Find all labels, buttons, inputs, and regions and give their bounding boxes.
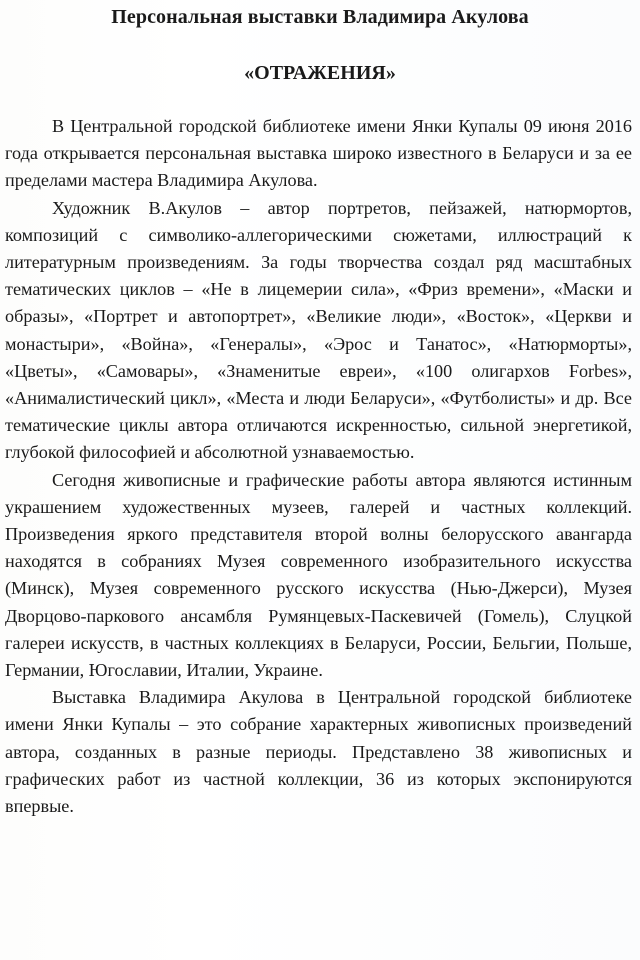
paragraph-intro: В Центральной городской библиотеке имени Янки Купалы 09 июня 2016 года открывается персональная выставка широко известного в Беларуси и за ее пределами мастера Владимира Акулова. [5,116,632,191]
paragraph-artist: Художник В.Акулов – автор портретов, пейзажей, натюрмортов, композиций с символико-аллегорическими сюжетами, иллюстраций к литературным произведениям. За годы творчества создал ряд масштабных тематических циклов – «Не в лицемерии сила», «Фриз времени», «Маски и образы», «Портрет и автопортрет», «Великие люди», «Восток», «Церкви и монастыри», «Война», «Генералы», «Эрос и Танатос», «Натюрморты», «Цветы», «Самовары», «Знаменитые евреи», «100 олигархов Forbes», «Анималистический цикл», «Места и люди Беларуси», «Футболисты» и др. Все тематические циклы автора отличаются искренностью, сильной энергетикой, глубокой философией и абсолютной узнаваемостью. [5,197,632,463]
paragraph-collections: Сегодня живописные и графические работы автора являются истинным украшением художественных музеев, галерей и частных коллекций. Произведения яркого представителя второй волны белорусского авангарда находятся в собраниях Музея современного изобразительного искусства (Минск), Музея современного русского искусства (Нью-Джерси), Музея Дворцово-паркового ансамбля Румянцевых-Паскевичей (Гомель), Слуцкой галереи искусств, в частных коллекциях в Беларуси, России, Бельгии, Польше, Германии, Югославии, Италии, Украине. [5,469,632,681]
exhibition-title: «ОТРАЖЕНИЯ» [244,62,396,84]
document-body [5,113,632,820]
paragraph-exhibition: Выставка Владимира Акулова в Центральной городской библиотеке имени Янки Купалы – это собрание характерных живописных произведений автора, созданных в разные периоды. Представлено 38 живописных и графических работ из частной коллекции, 36 из которых экспонируются впервые. [5,687,632,817]
document-title: Персональная выставки Владимира Акулова [111,6,529,28]
